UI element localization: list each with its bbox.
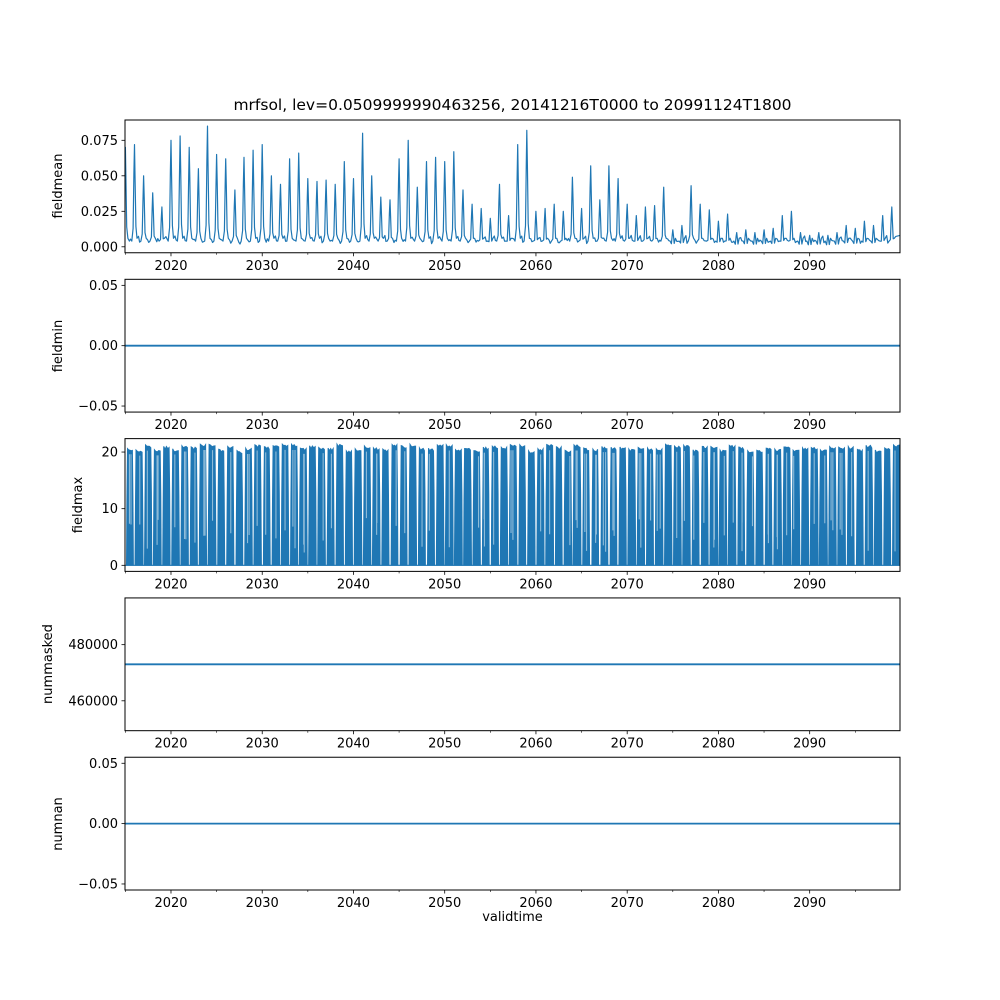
x-tick-label: 2060 — [519, 258, 553, 274]
series-pulse-fieldmax — [610, 447, 617, 565]
series-pulse-fieldmax — [145, 445, 152, 565]
x-tick-label: 2020 — [154, 418, 188, 434]
x-tick-label: 2050 — [428, 736, 462, 752]
series-pulse-fieldmax — [172, 449, 180, 566]
y-tick-label: 0.050 — [80, 169, 118, 185]
subplot-numnan — [78, 757, 900, 911]
series-pulse-fieldmax — [473, 451, 481, 566]
x-tick-label: 2090 — [793, 418, 827, 434]
series-pulse-fieldmax — [391, 445, 398, 566]
y-tick-label: 0.00 — [89, 339, 118, 355]
x-tick-label: 2060 — [519, 418, 553, 434]
series-pulse-fieldmax — [245, 448, 253, 565]
series-pulse-fieldmax — [865, 445, 873, 565]
x-tick-label: 2030 — [245, 258, 279, 274]
series-pulse-fieldmax — [756, 450, 763, 565]
y-tick-label: 0.00 — [89, 817, 118, 833]
x-tick-label: 2040 — [336, 418, 371, 434]
series-pulse-fieldmax — [692, 450, 699, 566]
ylabel-nummasked: nummasked — [41, 624, 56, 705]
subplot-fieldmean — [81, 120, 900, 274]
x-tick-label: 2070 — [610, 896, 644, 911]
series-pulse-fieldmax — [263, 447, 270, 566]
series-pulse-fieldmax — [728, 445, 736, 565]
x-tick-label: 2070 — [610, 418, 644, 434]
series-pulse-fieldmax — [738, 447, 745, 565]
series-pulse-fieldmax — [482, 447, 489, 565]
x-tick-label: 2020 — [154, 577, 188, 593]
ylabel-fieldmin: fieldmin — [51, 319, 66, 372]
series-pulse-fieldmax — [163, 446, 170, 565]
ylabel-fieldmean: fieldmean — [51, 153, 66, 219]
x-tick-label: 2060 — [519, 736, 553, 752]
y-tick-label: −0.05 — [78, 877, 118, 893]
ylabel-fieldmax: fieldmax — [71, 476, 86, 534]
series-pulse-fieldmax — [491, 446, 498, 565]
y-tick-label: 0.000 — [80, 240, 118, 256]
series-pulse-fieldmax — [856, 449, 863, 565]
series-pulse-fieldmax — [190, 447, 197, 565]
series-pulse-fieldmax — [619, 447, 626, 565]
x-tick-label: 2080 — [701, 577, 735, 593]
x-tick-label: 2090 — [793, 896, 827, 911]
series-pulse-fieldmax — [847, 447, 854, 566]
series-pulse-fieldmax — [218, 449, 225, 565]
ylabel-numnan: numnan — [51, 796, 66, 851]
y-tick-label: 0.025 — [80, 204, 118, 220]
series-pulse-fieldmax — [400, 446, 407, 566]
series-pulse-fieldmax — [683, 445, 691, 565]
x-tick-label: 2090 — [793, 258, 827, 274]
series-pulse-fieldmax — [500, 447, 507, 565]
y-tick-label: 10 — [101, 502, 118, 518]
x-tick-label: 2070 — [610, 736, 644, 752]
x-tick-label: 2050 — [428, 418, 462, 434]
series-pulse-fieldmax — [564, 450, 572, 565]
x-tick-label: 2080 — [701, 258, 735, 274]
x-tick-label: 2070 — [610, 577, 644, 593]
series-pulse-fieldmax — [701, 446, 708, 565]
x-tick-label: 2030 — [245, 896, 279, 911]
y-tick-label: 480000 — [68, 638, 118, 654]
series-pulse-fieldmax — [382, 449, 389, 565]
x-tick-label: 2040 — [336, 896, 371, 911]
x-tick-label: 2080 — [701, 418, 735, 434]
x-tick-label: 2050 — [428, 896, 462, 911]
series-pulse-fieldmax — [354, 449, 362, 566]
y-tick-label: 0.05 — [89, 756, 118, 772]
x-tick-label: 2020 — [154, 736, 188, 752]
y-tick-label: 0.075 — [80, 133, 118, 149]
xlabel-validtime: validtime — [482, 910, 543, 925]
x-tick-label: 2060 — [519, 577, 553, 593]
y-tick-label: 460000 — [68, 694, 118, 710]
series-pulse-fieldmax — [454, 450, 462, 566]
series-pulse-fieldmax — [345, 451, 352, 565]
x-tick-label: 2050 — [428, 577, 462, 593]
series-pulse-fieldmax — [519, 445, 526, 566]
series-pulse-fieldmax — [291, 444, 298, 565]
series-pulse-fieldmax — [135, 450, 143, 565]
series-pulse-fieldmax — [884, 448, 891, 565]
x-tick-label: 2090 — [793, 577, 827, 593]
series-pulse-fieldmax — [428, 448, 435, 565]
x-tick-label: 2080 — [701, 736, 735, 752]
series-pulse-fieldmax — [819, 450, 827, 565]
subplot-fieldmax — [101, 439, 900, 593]
series-pulse-fieldmax — [665, 444, 673, 565]
series-pulse-fieldmax — [802, 448, 809, 566]
series-pulse-fieldmax — [464, 449, 472, 566]
x-tick-label: 2020 — [154, 896, 188, 911]
series-pulse-fieldmax — [409, 444, 417, 565]
x-tick-label: 2070 — [610, 258, 644, 274]
y-tick-label: 0 — [109, 558, 118, 574]
x-tick-label: 2060 — [519, 896, 553, 911]
figure-title: mrfsol, lev=0.0509999990463256, 20141216T0000 to 20991124T1800 — [233, 96, 792, 114]
series-pulse-fieldmax — [363, 446, 371, 565]
series-pulse-fieldmax — [674, 446, 682, 565]
series-fieldmean — [121, 126, 900, 245]
x-tick-label: 2040 — [336, 577, 371, 593]
subplot-nummasked — [68, 598, 900, 752]
series-pulse-fieldmax — [893, 445, 901, 565]
series-pulse-fieldmax — [318, 448, 326, 566]
series-pulse-fieldmax — [528, 451, 536, 566]
series-pulse-fieldmax — [327, 448, 334, 565]
x-tick-label: 2030 — [245, 418, 279, 434]
series-pulse-fieldmax — [236, 451, 243, 566]
x-tick-label: 2080 — [701, 896, 735, 911]
series-pulse-fieldmax — [655, 449, 663, 565]
x-tick-label: 2090 — [793, 736, 827, 752]
x-tick-label: 2040 — [336, 258, 371, 274]
subplot-fieldmin — [78, 279, 900, 433]
series-pulse-fieldmax — [555, 447, 562, 566]
series-pulse-fieldmax — [874, 450, 882, 565]
series-pulse-fieldmax — [647, 448, 654, 565]
x-tick-label: 2020 — [154, 258, 188, 274]
y-tick-label: 0.05 — [89, 278, 118, 294]
series-pulse-fieldmax — [628, 449, 636, 565]
series-pulse-fieldmax — [436, 445, 444, 565]
x-tick-label: 2050 — [428, 258, 462, 274]
series-pulse-fieldmax — [309, 446, 317, 566]
series-pulse-fieldmax — [719, 450, 727, 565]
x-tick-label: 2040 — [336, 736, 371, 752]
series-pulse-fieldmax — [336, 444, 344, 565]
x-tick-label: 2030 — [245, 577, 279, 593]
y-tick-label: 20 — [101, 445, 118, 461]
y-tick-label: −0.05 — [78, 399, 118, 415]
series-pulse-fieldmax — [601, 446, 608, 565]
x-tick-label: 2030 — [245, 736, 279, 752]
